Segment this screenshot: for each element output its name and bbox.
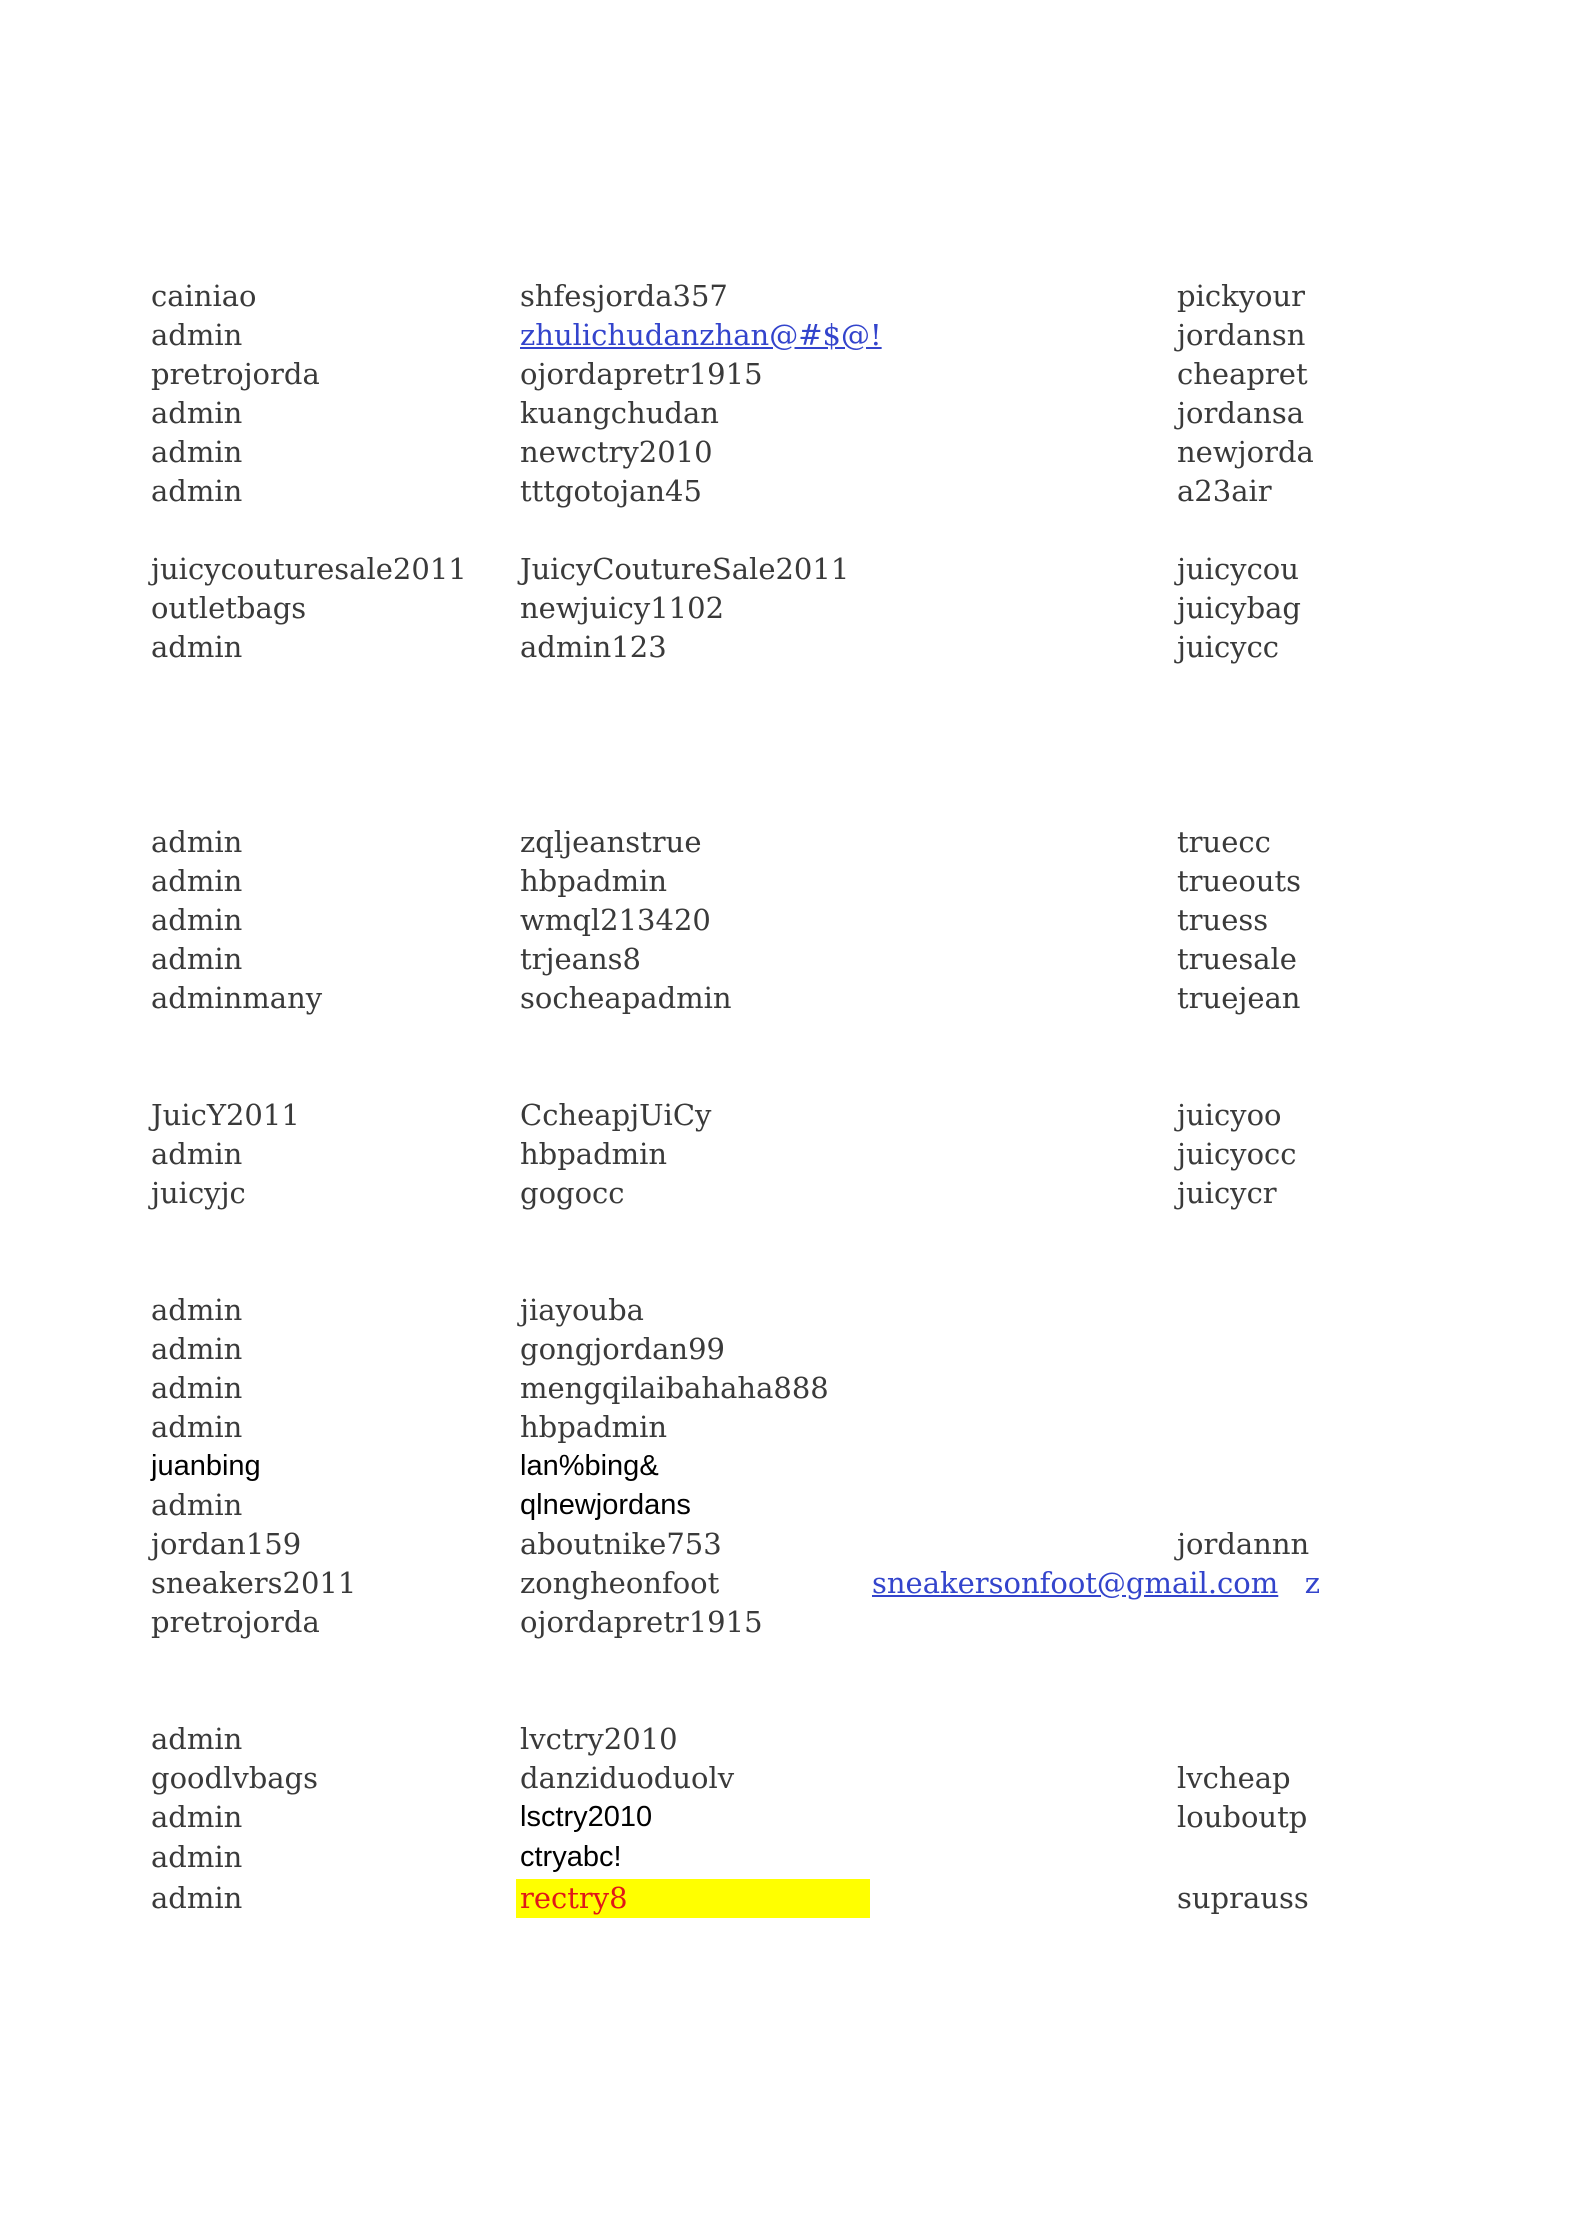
username-cell: admin <box>151 1722 243 1756</box>
highlighted-password-cell: rectry8 <box>516 1879 870 1918</box>
password-cell: ctryabc! <box>520 1841 622 1873</box>
password-cell: ojordapretr1915 <box>520 1605 763 1639</box>
site-cell: truejean <box>1177 981 1301 1015</box>
email-link-text[interactable]: sneakersonfoot@gmail.com <box>872 1566 1279 1600</box>
site-cell: truesale <box>1177 942 1297 976</box>
password-cell: zqljeanstrue <box>520 825 702 859</box>
username-cell: outletbags <box>151 591 307 625</box>
username-cell: admin <box>151 1800 243 1834</box>
username-cell: JuicY2011 <box>151 1098 300 1132</box>
table-row <box>0 1447 1584 1486</box>
table-row <box>0 316 1584 355</box>
site-cell: trueouts <box>1177 864 1302 898</box>
password-cell: JuicyCoutureSale2011 <box>520 552 850 586</box>
table-row <box>0 979 1584 1018</box>
password-cell: ojordapretr1915 <box>520 357 763 391</box>
site-cell: juicycc <box>1177 630 1280 664</box>
table-row <box>0 1408 1584 1447</box>
username-cell: admin <box>151 435 243 469</box>
password-cell: lan%bing& <box>520 1450 659 1482</box>
table-row <box>0 1838 1584 1877</box>
table-row <box>0 277 1584 316</box>
site-cell: lvcheap <box>1177 1761 1291 1795</box>
username-cell: admin <box>151 864 243 898</box>
username-cell: admin <box>151 474 243 508</box>
password-cell: newctry2010 <box>520 435 713 469</box>
table-row <box>0 862 1584 901</box>
username-cell: admin <box>151 1293 243 1327</box>
table-row <box>0 1603 1584 1642</box>
password-cell: shfesjorda357 <box>520 279 728 313</box>
username-cell: admin <box>151 1881 243 1915</box>
username-cell: admin <box>151 942 243 976</box>
site-cell: truess <box>1177 903 1269 937</box>
password-cell: hbpadmin <box>520 864 668 898</box>
site-cell: juicyoo <box>1177 1098 1282 1132</box>
username-cell: juanbing <box>151 1450 261 1482</box>
table-row <box>0 1291 1584 1330</box>
password-cell: tttgotojan45 <box>520 474 702 508</box>
password-cell: gongjordan99 <box>520 1332 726 1366</box>
table-row <box>0 1330 1584 1369</box>
username-cell: admin <box>151 1488 243 1522</box>
site-cell: cheapret <box>1177 357 1308 391</box>
table-row <box>0 1525 1584 1564</box>
username-cell: goodlvbags <box>151 1761 319 1795</box>
username-cell: pretrojorda <box>151 1605 320 1639</box>
site-cell: jordansa <box>1177 396 1305 430</box>
username-cell: sneakers2011 <box>151 1566 357 1600</box>
password-cell: aboutnike753 <box>520 1527 722 1561</box>
table-row <box>0 1369 1584 1408</box>
password-cell: admin123 <box>520 630 667 664</box>
site-cell: newjorda <box>1177 435 1314 469</box>
password-cell: CcheapjUiCy <box>520 1098 712 1132</box>
password-cell: mengqilaibahaha888 <box>520 1371 829 1405</box>
table-row <box>0 589 1584 628</box>
table-row <box>0 1174 1584 1213</box>
site-cell: juicyocc <box>1177 1137 1297 1171</box>
site-cell: a23air <box>1177 474 1272 508</box>
table-row <box>0 394 1584 433</box>
table-row <box>0 433 1584 472</box>
table-row <box>0 355 1584 394</box>
username-cell: juicyjc <box>151 1176 246 1210</box>
username-cell: admin <box>151 1137 243 1171</box>
username-cell: admin <box>151 1371 243 1405</box>
password-cell: lsctry2010 <box>520 1801 653 1833</box>
password-cell: trjeans8 <box>520 942 641 976</box>
site-cell: truecc <box>1177 825 1271 859</box>
table-row <box>0 1720 1584 1759</box>
password-cell: jiayouba <box>520 1293 644 1327</box>
site-cell: louboutp <box>1177 1800 1308 1834</box>
username-cell: admin <box>151 1410 243 1444</box>
table-row <box>0 550 1584 589</box>
table-row <box>0 1759 1584 1798</box>
table-row <box>0 1879 1584 1918</box>
table-row <box>0 1564 1584 1603</box>
password-cell: danziduoduolv <box>520 1761 735 1795</box>
username-cell: admin <box>151 630 243 664</box>
site-cell: juicycr <box>1177 1176 1277 1210</box>
password-cell: hbpadmin <box>520 1410 668 1444</box>
site-cell: pickyour <box>1177 279 1306 313</box>
username-cell: jordan159 <box>151 1527 302 1561</box>
password-cell: zongheonfoot <box>520 1566 720 1600</box>
password-cell: hbpadmin <box>520 1137 668 1171</box>
password-link[interactable]: zhulichudanzhan@#$@! <box>520 318 882 352</box>
username-cell: admin <box>151 1840 243 1874</box>
username-cell: admin <box>151 825 243 859</box>
table-row <box>0 472 1584 511</box>
email-link[interactable] <box>872 1564 1320 1603</box>
username-cell: admin <box>151 1332 243 1366</box>
password-cell: wmql213420 <box>520 903 711 937</box>
table-row <box>0 940 1584 979</box>
email-link-tail[interactable]: z <box>1304 1566 1320 1600</box>
username-cell: admin <box>151 903 243 937</box>
site-cell: juicycou <box>1177 552 1299 586</box>
site-cell: juicybag <box>1177 591 1301 625</box>
password-cell: qlnewjordans <box>520 1489 691 1521</box>
site-cell: jordansn <box>1177 318 1306 352</box>
site-cell: suprauss <box>1177 1881 1309 1915</box>
username-cell: admin <box>151 318 243 352</box>
password-cell: kuangchudan <box>520 396 719 430</box>
table-row <box>0 823 1584 862</box>
site-cell: jordannn <box>1177 1527 1310 1561</box>
table-row <box>0 1798 1584 1837</box>
username-cell: pretrojorda <box>151 357 320 391</box>
password-cell: gogocc <box>520 1176 625 1210</box>
table-row <box>0 901 1584 940</box>
table-row <box>0 628 1584 667</box>
username-cell: adminmany <box>151 981 323 1015</box>
table-row <box>0 1135 1584 1174</box>
table-row <box>0 1096 1584 1135</box>
password-cell: lvctry2010 <box>520 1722 678 1756</box>
username-cell: juicycouturesale2011 <box>151 552 467 586</box>
username-cell: admin <box>151 396 243 430</box>
password-cell: socheapadmin <box>520 981 732 1015</box>
password-cell: newjuicy1102 <box>520 591 725 625</box>
table-row <box>0 1486 1584 1525</box>
username-cell: cainiao <box>151 279 257 313</box>
